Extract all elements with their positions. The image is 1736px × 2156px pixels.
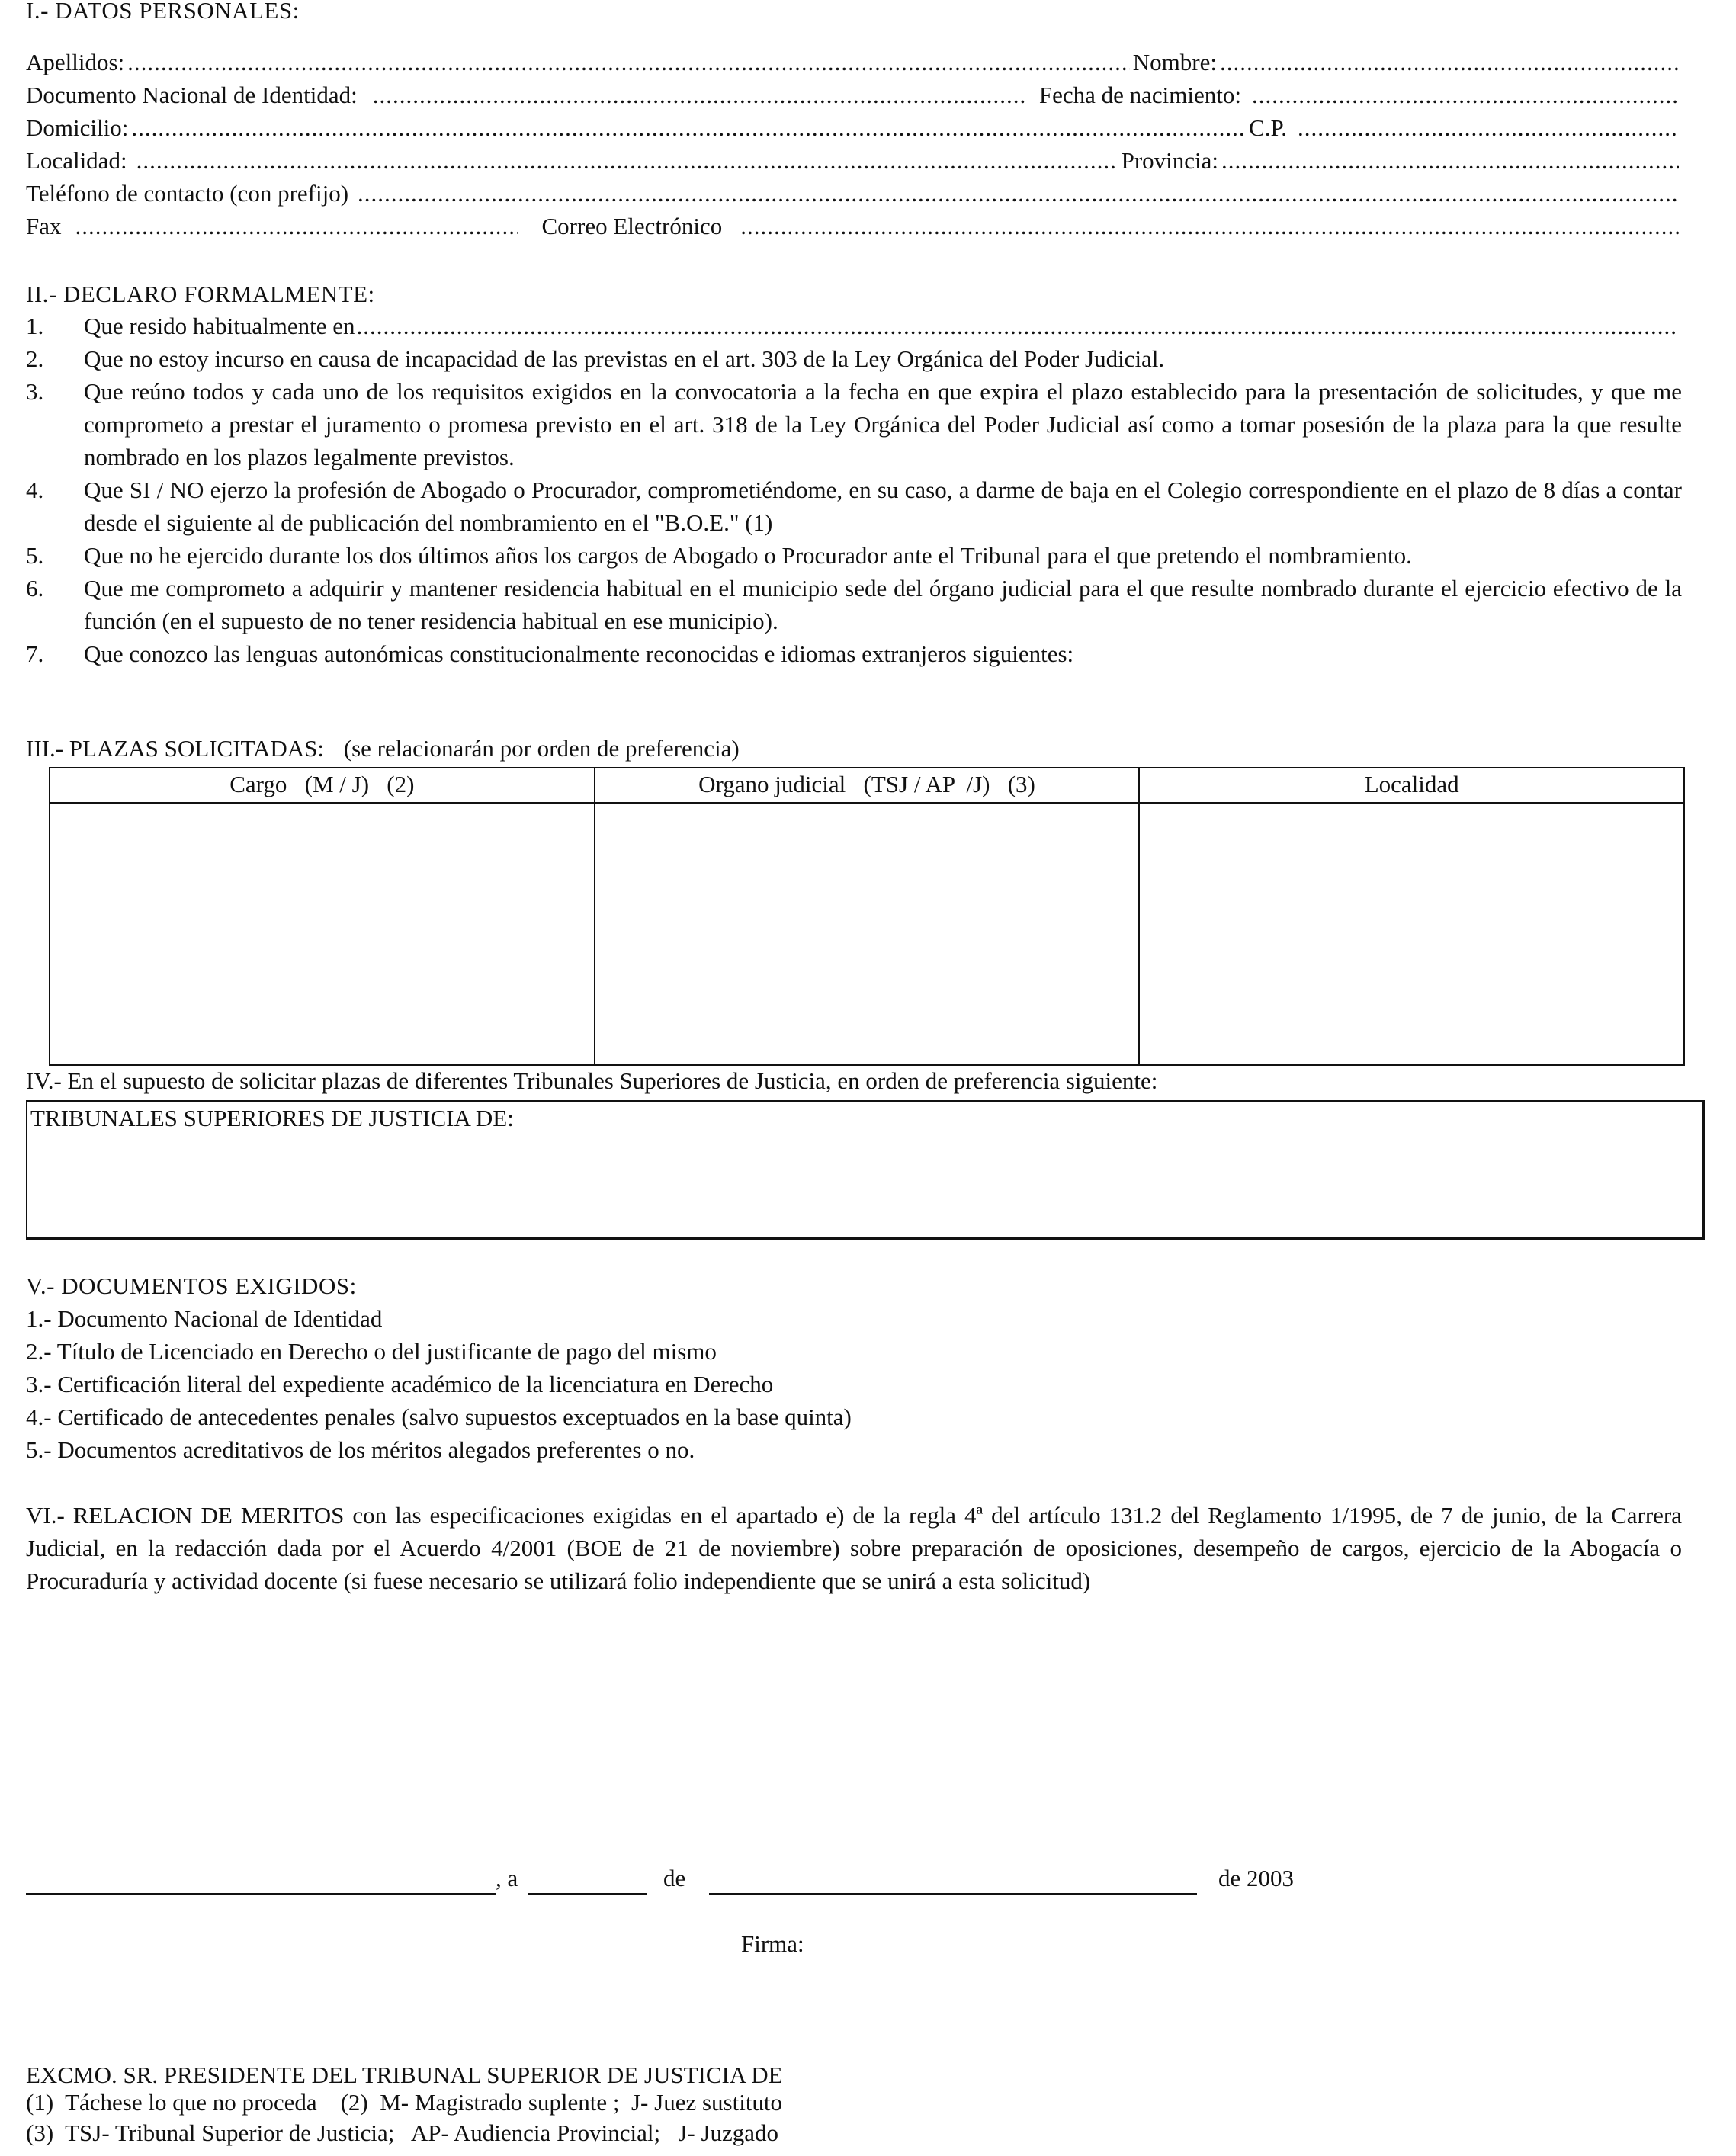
declaration-item — [26, 342, 1682, 375]
declaration-item — [26, 375, 1682, 473]
footnote-3: (3) TSJ- Tribunal Superior de Justicia; AP- Audiencia Provincial; J- Juzgado — [26, 2119, 779, 2146]
month-line[interactable] — [709, 1893, 1197, 1895]
cp-label: C.P. — [1249, 114, 1287, 141]
header-cargo: Cargo (M / J) (2) — [229, 771, 415, 797]
residencia-field[interactable] — [357, 310, 1679, 342]
telefono-label: Teléfono de contacto (con prefijo) — [26, 180, 349, 207]
localidad-cell[interactable] — [1138, 804, 1683, 1064]
item-number: 3. — [26, 378, 44, 405]
item-text: Que no he ejercido durante los dos últimos años los cargos de Abogado o Procurador ante el Tribunal para el que pretendo el nombramiento. — [84, 542, 1412, 569]
section-3-subtitle: (se relacionarán por orden de preferencia) — [343, 735, 740, 762]
declaration-item — [26, 572, 1682, 637]
item-text: Que SI / NO ejerzo la profesión de Abogado o Procurador, comprometiéndome, en su caso, a darme de baja en el Colegio correspondiente en el plazo de 8 días a contar desde el siguiente al de publicación del nombramiento en el "B.O.E." (1) — [84, 476, 1682, 536]
dni-label: Documento Nacional de Identidad: — [26, 82, 358, 108]
year-label: de 2003 — [1218, 1865, 1295, 1891]
organo-judicial-cell[interactable] — [594, 804, 1139, 1064]
row-localidad-provincia — [26, 144, 1682, 177]
place-line[interactable] — [26, 1893, 496, 1895]
declaration-item — [26, 637, 1682, 670]
domicilio-field[interactable] — [131, 111, 1246, 144]
apellidos-label: Apellidos: — [26, 49, 125, 75]
tsj-box[interactable] — [26, 1100, 1705, 1240]
item-text: Que conozco las lenguas autonómicas constitucionalmente reconocidas e idiomas extranjeros siguientes: — [84, 640, 1074, 667]
telefono-field[interactable] — [358, 177, 1679, 210]
footnote-1-2: (1) Táchese lo que no proceda (2) M- Magistrado suplente ; J- Juez sustituto — [26, 2089, 783, 2116]
item-number: 5. — [26, 542, 44, 569]
apellidos-field[interactable] — [127, 46, 1130, 79]
row-apellidos-nombre — [26, 46, 1682, 79]
section-3-title: III.- PLAZAS SOLICITADAS: — [26, 735, 325, 762]
plazas-table-body — [50, 804, 1683, 1064]
declaration-item — [26, 473, 1682, 539]
header-organo-judicial: Organo judicial (TSJ / AP /J) (3) — [594, 768, 1139, 802]
fecha-nacimiento-field[interactable] — [1252, 79, 1679, 111]
plazas-table-header — [50, 768, 1683, 804]
document-item: 2.- Título de Licenciado en Derecho o del justificante de pago del mismo — [26, 1338, 717, 1365]
dni-field[interactable] — [373, 79, 1028, 111]
section-3-heading — [26, 732, 740, 765]
correo-label: Correo Electrónico — [541, 213, 723, 239]
item-number: 1. — [26, 313, 44, 339]
declaration-list — [26, 310, 1682, 670]
item-text: Que no estoy incurso en causa de incapacidad de las previstas en el art. 303 de la Ley Orgánica del Poder Judicial. — [84, 345, 1165, 372]
item-text: Que reúno todos y cada uno de los requisitos exigidos en la convocatoria a la fecha en que expira el plazo establecido para la presentación de solicitudes, y que me comprometo a prestar el juramento o promesa previsto en el art. 318 de la Ley Orgánica del Poder Judicial así como a tomar posesión de la plaza para la que resulte nombrado en los plazos legalmente previstos. — [84, 378, 1682, 470]
nombre-field[interactable] — [1220, 46, 1679, 79]
declaration-item — [26, 539, 1682, 572]
document-item: 4.- Certificado de antecedentes penales (salvo supuestos exceptuados en la base quinta) — [26, 1404, 852, 1430]
firma-label: Firma: — [741, 1930, 804, 1957]
document-item: 3.- Certificación literal del expediente académico de la licenciatura en Derecho — [26, 1371, 774, 1397]
plazas-table — [49, 767, 1685, 1066]
provincia-label: Provincia: — [1121, 147, 1218, 174]
section-6-text: VI.- RELACION DE MERITOS con las especificaciones exigidas en el apartado e) de la regla 4ª del artículo 131.2 del Reglamento 1/1995, de 7 de junio, de la Carrera Judicial, en la redacción dada por el Acuerdo 4/2001 (BOE de 21 de noviembre) sobre preparación de oposiciones, desempeño de cargos, ejercicio de la Abogacía o Procuraduría y actividad docente (si fuese necesario se utilizará folio independiente que se unirá a esta solicitud) — [26, 1502, 1682, 1594]
cargo-cell[interactable] — [50, 804, 594, 1064]
row-fax-correo — [26, 210, 1682, 242]
section-1-title: I.- DATOS PERSONALES: — [26, 0, 300, 24]
section-4-title: IV.- En el supuesto de solicitar plazas de diferentes Tribunales Superiores de Justicia, en orden de preferencia siguiente: — [26, 1067, 1158, 1094]
item-text: Que resido habitualmente en — [84, 313, 355, 339]
declaration-item — [26, 310, 1682, 342]
domicilio-label: Domicilio: — [26, 114, 129, 141]
documents-list — [26, 1302, 852, 1466]
header-localidad: Localidad — [1138, 768, 1683, 802]
section-2-title: II.- DECLARO FORMALMENTE: — [26, 281, 375, 307]
addressee: EXCMO. SR. PRESIDENTE DEL TRIBUNAL SUPERIOR DE JUSTICIA DE — [26, 2061, 783, 2088]
provincia-field[interactable] — [1221, 144, 1679, 177]
item-number: 2. — [26, 345, 44, 372]
cp-field[interactable] — [1298, 111, 1679, 144]
localidad-label: Localidad: — [26, 147, 127, 174]
document-item: 5.- Documentos acreditativos de los méritos alegados preferentes o no. — [26, 1436, 695, 1463]
item-number: 4. — [26, 476, 44, 503]
item-number: 6. — [26, 575, 44, 602]
row-dni-fecha — [26, 79, 1682, 111]
tsj-box-label: TRIBUNALES SUPERIORES DE JUSTICIA DE: — [30, 1105, 514, 1131]
item-number: 7. — [26, 640, 44, 667]
comma-a-label: , a — [496, 1865, 518, 1891]
fax-field[interactable] — [75, 210, 518, 242]
nombre-label: Nombre: — [1132, 49, 1217, 75]
row-telefono — [26, 177, 1682, 210]
de-label: de — [663, 1865, 686, 1891]
item-text: Que me comprometo a adquirir y mantener residencia habitual en el municipio sede del órgano judicial para el que resulte nombrado durante el ejercicio efectivo de la función (en el supuesto de no tener residencia habitual en ese municipio). — [84, 575, 1682, 634]
section-5-title: V.- DOCUMENTOS EXIGIDOS: — [26, 1272, 357, 1299]
fax-label: Fax — [26, 213, 62, 239]
fecha-nacimiento-label: Fecha de nacimiento: — [1038, 82, 1241, 108]
correo-field[interactable] — [740, 210, 1679, 242]
row-domicilio-cp — [26, 111, 1682, 144]
document-item: 1.- Documento Nacional de Identidad — [26, 1305, 383, 1332]
day-line[interactable] — [528, 1893, 647, 1895]
localidad-field[interactable] — [136, 144, 1118, 177]
